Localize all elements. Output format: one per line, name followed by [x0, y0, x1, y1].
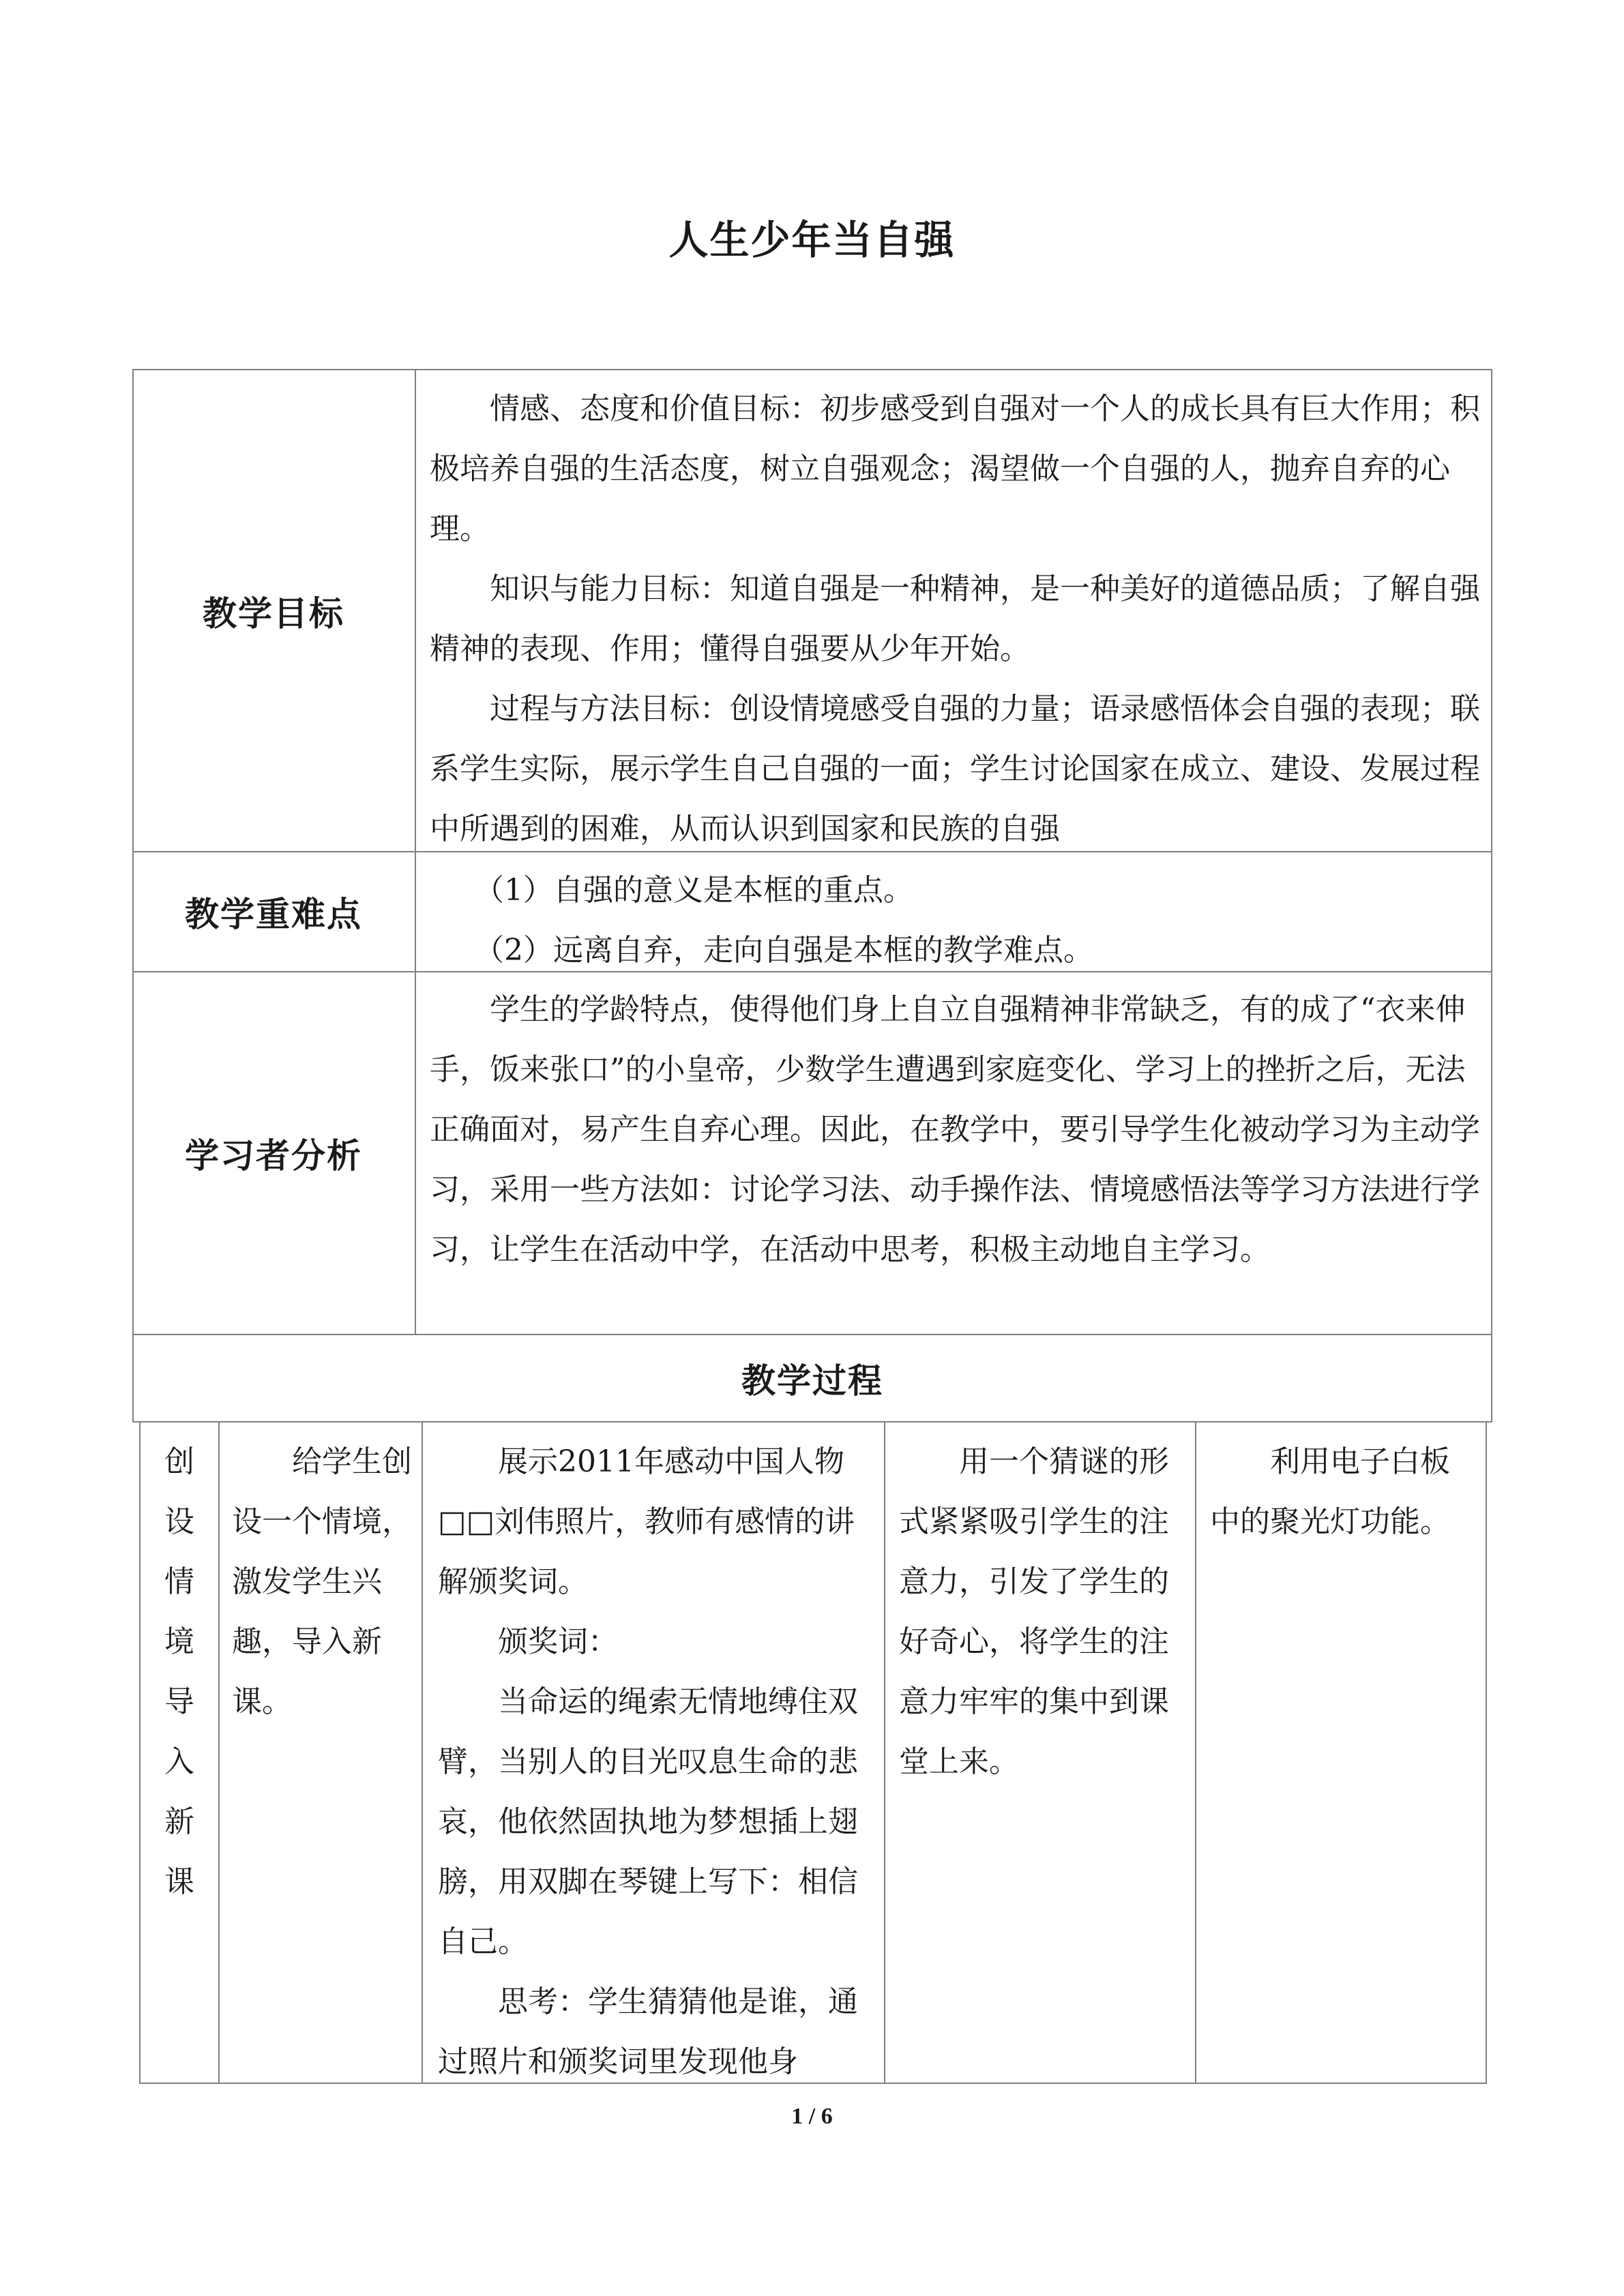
stage-char: 设: [164, 1504, 194, 1539]
key-points-content: [474, 861, 1483, 981]
learner-analysis-content: [430, 980, 1480, 1280]
process-col-divider-4: [1195, 1421, 1196, 2084]
stage-char: 创: [164, 1444, 194, 1479]
objectives-label: 教学目标: [203, 593, 344, 633]
stage-name: [141, 1432, 218, 1912]
process-col-divider-2: [422, 1421, 423, 2084]
activity-paragraph: 当命运的绳索无情地缚住双臂，当别人的目光叹息生命的悲哀，他依然固执地为梦想插上翅膀，用双脚在琴键上写下：相信自己。: [438, 1684, 858, 1959]
stage-char: 导: [164, 1684, 194, 1719]
key-points-label: 教学重难点: [185, 895, 362, 934]
process-design-text: 用一个猜谜的形式紧紧吸引学生的注意力，引发了学生的好奇心，将学生的注意力牢牢的集中到课堂上来。: [899, 1444, 1169, 1779]
process-col-divider-3: [884, 1421, 885, 2084]
objective-affective: 情感、态度和价值目标：初步感受到自强对一个人的成长具有巨大作用；积极培养自强的生活态度，树立自强观念；渴望做一个自强的人，抛弃自弃的心理。: [430, 391, 1480, 546]
key-point-2: （2）远离自弃，走向自强是本框的教学难点。: [474, 933, 1093, 968]
process-media: [1210, 1432, 1477, 1552]
key-points-divider: [415, 851, 416, 972]
process-col-divider-1: [218, 1421, 220, 2084]
objectives-divider: [415, 369, 416, 852]
stage-char: 境: [164, 1624, 194, 1659]
stage-char: 入: [164, 1744, 194, 1779]
stage-char: 课: [164, 1864, 194, 1899]
objective-knowledge: 知识与能力目标：知道自强是一种精神，是一种美好的道德品质；了解自强精神的表现、作用；懂得自强要从少年开始。: [430, 571, 1480, 666]
process-label: 教学过程: [741, 1361, 883, 1401]
learner-analysis-text: 学生的学龄特点，使得他们身上自立自强精神非常缺乏，有的成了“衣来伸手，饭来张口”的小皇帝，少数学生遭遇到家庭变化、学习上的挫折之后，无法正确面对，易产生自弃心理。因此，在教学中，要引导学生化被动学习为主动学习，采用一些方法如：讨论学习法、动手操作法、情境感悟法等学习方法进行学习，让学生在活动中学，在活动中思考，积极主动地自主学习。: [430, 992, 1480, 1267]
learner-analysis-label: 学习者分析: [185, 1136, 362, 1176]
activity-paragraph: 思考：学生猜猜他是谁，通过照片和颁奖词里发现他身: [438, 1984, 858, 2079]
process-design-intent: [899, 1432, 1180, 1792]
activity-paragraph: 展示2011年感动中国人物□□刘伟照片，教师有感情的讲解颁奖词。: [438, 1444, 855, 1599]
process-media-text: 利用电子白板中的聚光灯功能。: [1210, 1444, 1450, 1539]
objectives-content: [430, 379, 1480, 859]
document-title: 人生少年当自强: [668, 217, 956, 263]
process-intent: [232, 1432, 412, 1732]
page-number: 1 / 6: [791, 2104, 833, 2129]
learner-analysis-divider: [415, 971, 416, 1335]
stage-char: 新: [164, 1804, 194, 1839]
process-activity: [438, 1432, 870, 2080]
process-intent-text: 给学生创设一个情境，激发学生兴趣，导入新课。: [232, 1444, 412, 1719]
key-point-1: （1）自强的意义是本框的重点。: [474, 873, 913, 908]
stage-char: 情: [164, 1564, 194, 1599]
activity-paragraph: 颁奖词：: [498, 1624, 618, 1659]
objective-process: 过程与方法目标：创设情境感受自强的力量；语录感悟体会自强的表现；联系学生实际，展示学生自己自强的一面；学生讨论国家在成立、建设、发展过程中所遇到的困难，从而认识到国家和民族的自强: [430, 691, 1480, 846]
